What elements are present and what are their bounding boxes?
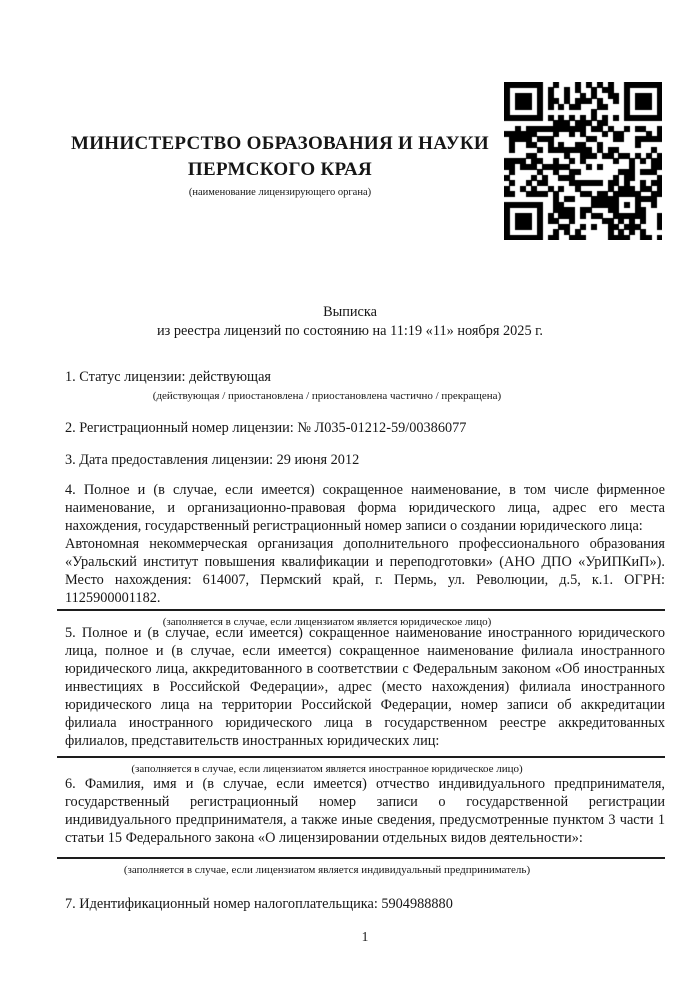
entrepreneur-blank-line [57, 857, 665, 859]
field-license-status-hint: (действующая / приостановлена / приостановлена частично / прекращена) [152, 390, 502, 402]
field-foreign-entity-label: 5. Полное и (в случае, если имеется) сокращенное наименование иностранного юридического лица, полное и (в случае, если имеется) сокращенное наименование филиала иностранного юридического лица, аккредитованного в соответствии с Федеральным законом «Об иностранных инвестициях в Российской Федерации», адрес (место нахождения) филиала иностранного юридического лица на территории Российской Федерации, номер записи об аккредитации филиала иностранного юридического лица в государственном реестре аккредитованных филиалов, представительств иностранных юридических лиц: [65, 625, 665, 749]
legal-entity-underline [57, 609, 665, 611]
field-license-status: 1. Статус лицензии: действующая [65, 369, 271, 385]
field-grant-date: 3. Дата предоставления лицензии: 29 июня 2012 [65, 452, 360, 468]
page-number: 1 [361, 929, 369, 944]
field-entrepreneur-hint: (заполняется в случае, если лицензиатом является индивидуальный предприниматель) [123, 864, 531, 876]
field-legal-entity-hint: (заполняется в случае, если лицензиатом является юридическое лицо) [162, 616, 492, 628]
ministry-subtitle: (наименование лицензирующего органа) [188, 187, 372, 198]
field-foreign-entity [65, 624, 665, 776]
field-taxpayer-number: 7. Идентификационный номер налогоплательщика: 5904988880 [65, 896, 453, 912]
field-legal-entity-value: Автономная некоммерческая организация дополнительного профессионального образования «Уральский институт повышения квалификации и переподготовки» (АНО ДПО «УрИПКиП»). Место нахождения: 614007, Пермский край, г. Пермь, ул. Революции, д.5, к.1. ОГРН: 1125900001182. [65, 536, 665, 606]
extract-title-line1: Выписка [323, 304, 377, 320]
field-registration-number: 2. Регистрационный номер лицензии: № Л035-01212-59/00386077 [65, 420, 467, 436]
ministry-title [40, 131, 520, 183]
ministry-title-line1: МИНИСТЕРСТВО ОБРАЗОВАНИЯ И НАУКИ [70, 133, 490, 154]
field-legal-entity [65, 481, 665, 629]
field-foreign-entity-hint: (заполняется в случае, если лицензиатом является иностранное юридическое лицо) [131, 763, 523, 775]
field-entrepreneur [65, 775, 665, 877]
extract-title [65, 303, 635, 341]
field-entrepreneur-label: 6. Фамилия, имя и (в случае, если имеется) отчество индивидуального предпринимателя, государственный регистрационный номер записи о государственной регистрации индивидуального предпринимателя, а также иные сведения, предусмотренные пунктом 3 части 1 статьи 15 Федерального закона «О лицензировании отдельных видов деятельности»: [65, 776, 665, 846]
foreign-entity-blank-line [57, 756, 665, 758]
extract-title-line2: из реестра лицензий по состоянию на 11:19 «11» ноября 2025 г. [157, 323, 543, 339]
qr-code-icon [504, 82, 662, 240]
field-legal-entity-label: 4. Полное и (в случае, если имеется) сокращенное наименование, в том числе фирменное наименование, и организационно-правовая форма юридического лица, адрес его места нахождения, государственный регистрационный номер записи о создании юридического лица: [65, 482, 665, 534]
ministry-title-line2: ПЕРМСКОГО КРАЯ [187, 159, 373, 180]
